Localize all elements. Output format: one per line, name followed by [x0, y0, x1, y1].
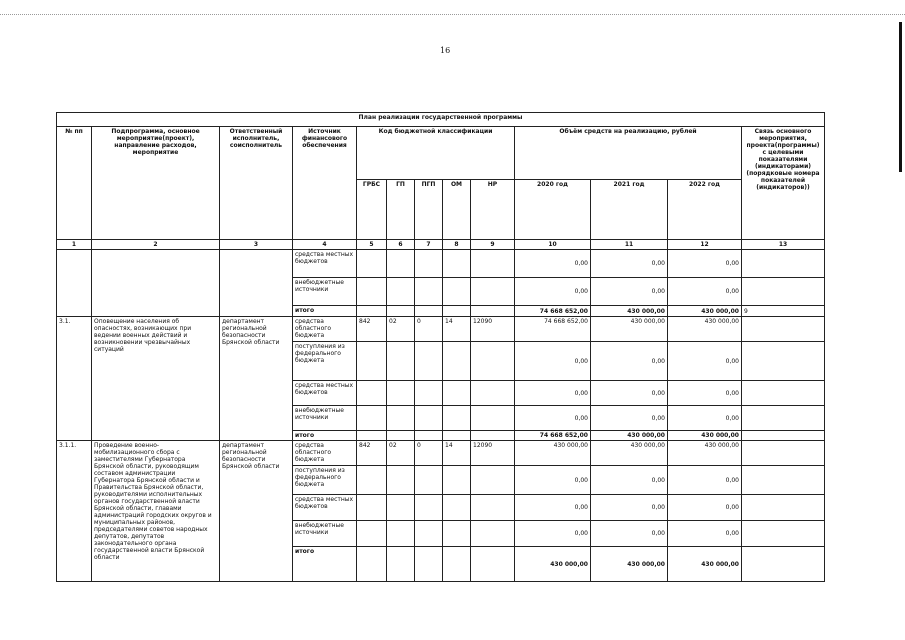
cell-nr	[471, 342, 515, 381]
cell-amount-2022: 0,00	[668, 278, 742, 306]
cell-amount-2022: 0,00	[668, 521, 742, 547]
header-om: ОМ	[443, 180, 471, 240]
cell-om	[443, 521, 471, 547]
column-number: 1	[57, 240, 92, 250]
cell-amount-2020: 74 668 652,00	[515, 317, 591, 342]
program-plan-table	[56, 112, 825, 582]
cell-grbs: 842	[357, 441, 387, 466]
cell-om	[443, 406, 471, 431]
cell-name	[92, 250, 220, 317]
cell-executor: департамент региональной безопасности Брянской области	[220, 441, 293, 582]
cell-amount-2022: 0,00	[668, 495, 742, 521]
cell-link: 9	[742, 306, 825, 317]
cell-amount-2021: 0,00	[591, 250, 668, 278]
cell-amount-2020: 430 000,00	[515, 547, 591, 582]
cell-link	[742, 250, 825, 278]
cell-amount-2020: 74 668 652,00	[515, 306, 591, 317]
cell-pgp: 0	[415, 317, 443, 342]
cell-link	[742, 431, 825, 441]
cell-gp: 02	[387, 441, 415, 466]
cell-gp	[387, 431, 415, 441]
cell-nr: 12090	[471, 441, 515, 466]
cell-gp	[387, 495, 415, 521]
cell-source: поступления из федерального бюджета	[293, 342, 357, 381]
cell-amount-2022: 430 000,00	[668, 441, 742, 466]
cell-code	[357, 278, 387, 306]
cell-source: итого	[293, 547, 357, 582]
cell-grbs	[357, 431, 387, 441]
cell-number: 3.1.	[57, 317, 92, 441]
cell-gp	[387, 547, 415, 582]
cell-amount-2021: 430 000,00	[591, 317, 668, 342]
cell-amount-2021: 0,00	[591, 406, 668, 431]
cell-amount-2020: 0,00	[515, 521, 591, 547]
cell-gp	[387, 521, 415, 547]
cell-source: итого	[293, 431, 357, 441]
cell-grbs	[357, 381, 387, 406]
cell-amount-2021: 0,00	[591, 521, 668, 547]
cell-pgp	[415, 406, 443, 431]
cell-amount-2022: 430 000,00	[668, 431, 742, 441]
cell-code	[357, 306, 387, 317]
cell-nr: 12090	[471, 317, 515, 342]
cell-source: внебюджетные источники	[293, 406, 357, 431]
cell-pgp	[415, 495, 443, 521]
header-grbs: ГРБС	[357, 180, 387, 240]
cell-source: средства местных бюджетов	[293, 381, 357, 406]
cell-pgp	[415, 381, 443, 406]
cell-amount-2021: 430 000,00	[591, 441, 668, 466]
cell-gp	[387, 342, 415, 381]
cell-amount-2020: 0,00	[515, 342, 591, 381]
cell-code	[443, 278, 471, 306]
column-number: 5	[357, 240, 387, 250]
cell-amount-2020: 430 000,00	[515, 441, 591, 466]
cell-amount-2022: 0,00	[668, 466, 742, 495]
cell-pgp	[415, 547, 443, 582]
cell-grbs	[357, 495, 387, 521]
cell-pgp	[415, 521, 443, 547]
cell-nr	[471, 466, 515, 495]
cell-grbs	[357, 521, 387, 547]
cell-amount-2021: 0,00	[591, 381, 668, 406]
cell-amount-2021: 430 000,00	[591, 547, 668, 582]
cell-code	[471, 278, 515, 306]
header-2020: 2020 год	[515, 180, 591, 240]
cell-source: итого	[293, 306, 357, 317]
cell-amount-2020: 0,00	[515, 406, 591, 431]
cell-source: средства местных бюджетов	[293, 495, 357, 521]
cell-gp	[387, 466, 415, 495]
table-title: План реализации государственной программы	[57, 113, 825, 127]
cell-code	[387, 278, 415, 306]
cell-grbs	[357, 466, 387, 495]
cell-nr	[471, 406, 515, 431]
header-budget-code: Код бюджетной классификации	[357, 127, 515, 180]
header-number: № пп	[57, 127, 92, 240]
cell-amount-2020: 0,00	[515, 495, 591, 521]
cell-link	[742, 521, 825, 547]
cell-amount-2022: 0,00	[668, 406, 742, 431]
header-executor: Ответственный исполнитель, соисполнитель	[220, 127, 293, 240]
cell-amount-2021: 430 000,00	[591, 306, 668, 317]
cell-link	[742, 342, 825, 381]
cell-amount-2021: 430 000,00	[591, 431, 668, 441]
cell-gp: 02	[387, 317, 415, 342]
table-row	[57, 317, 825, 342]
header-volume: Объём средств на реализацию, рублей	[515, 127, 742, 180]
cell-amount-2020: 0,00	[515, 466, 591, 495]
cell-link	[742, 466, 825, 495]
cell-om: 14	[443, 317, 471, 342]
cell-amount-2020: 0,00	[515, 250, 591, 278]
page-number: 16	[440, 46, 451, 55]
cell-code	[415, 278, 443, 306]
cell-om	[443, 431, 471, 441]
cell-amount-2020: 74 668 652,00	[515, 431, 591, 441]
cell-code	[387, 306, 415, 317]
cell-number	[57, 250, 92, 317]
cell-amount-2022: 0,00	[668, 342, 742, 381]
cell-grbs	[357, 406, 387, 431]
cell-link	[742, 317, 825, 342]
cell-link	[742, 278, 825, 306]
header-pgp: ПГП	[415, 180, 443, 240]
column-number: 7	[415, 240, 443, 250]
cell-code	[415, 306, 443, 317]
header-gp: ГП	[387, 180, 415, 240]
cell-executor	[220, 250, 293, 317]
cell-code	[357, 250, 387, 278]
header-nr: НР	[471, 180, 515, 240]
cell-om	[443, 495, 471, 521]
cell-amount-2021: 0,00	[591, 495, 668, 521]
cell-grbs	[357, 547, 387, 582]
cell-pgp: 0	[415, 441, 443, 466]
table-row	[57, 441, 825, 466]
column-number: 4	[293, 240, 357, 250]
cell-amount-2022: 0,00	[668, 250, 742, 278]
header-name: Подпрограмма, основное мероприятие(проект), направление расходов, мероприятие	[92, 127, 220, 240]
cell-code	[387, 250, 415, 278]
cell-om	[443, 342, 471, 381]
cell-source: средства местных бюджетов	[293, 250, 357, 278]
cell-link	[742, 495, 825, 521]
column-number: 3	[220, 240, 293, 250]
header-2021: 2021 год	[591, 180, 668, 240]
cell-source: поступления из федерального бюджета	[293, 466, 357, 495]
header-source: Источник финансового обеспечения	[293, 127, 357, 240]
cell-amount-2020: 0,00	[515, 278, 591, 306]
column-number: 13	[742, 240, 825, 250]
cell-link	[742, 441, 825, 466]
cell-om	[443, 547, 471, 582]
table-row	[57, 250, 825, 278]
cell-link	[742, 381, 825, 406]
cell-om	[443, 466, 471, 495]
cell-nr	[471, 381, 515, 406]
cell-source: средства областного бюджета	[293, 317, 357, 342]
cell-amount-2022: 0,00	[668, 381, 742, 406]
header-link: Связь основного мероприятия, проекта(программы) с целевыми показателями (индикаторами) (порядковые номера показателей (индикаторов))	[742, 127, 825, 240]
cell-amount-2022: 430 000,00	[668, 306, 742, 317]
column-number: 8	[443, 240, 471, 250]
cell-code	[471, 250, 515, 278]
scan-right-edge-mark	[899, 22, 902, 172]
cell-link	[742, 547, 825, 582]
cell-nr	[471, 431, 515, 441]
cell-nr	[471, 495, 515, 521]
column-number: 10	[515, 240, 591, 250]
cell-amount-2022: 430 000,00	[668, 547, 742, 582]
cell-pgp	[415, 431, 443, 441]
cell-pgp	[415, 342, 443, 381]
cell-source: средства областного бюджета	[293, 441, 357, 466]
scan-top-edge	[0, 14, 905, 15]
cell-om: 14	[443, 441, 471, 466]
cell-gp	[387, 381, 415, 406]
cell-number: 3.1.1.	[57, 441, 92, 582]
cell-amount-2021: 0,00	[591, 278, 668, 306]
column-number: 6	[387, 240, 415, 250]
cell-gp	[387, 406, 415, 431]
cell-code	[443, 250, 471, 278]
cell-amount-2021: 0,00	[591, 342, 668, 381]
column-number: 2	[92, 240, 220, 250]
column-number: 11	[591, 240, 668, 250]
cell-name: Проведение военно-мобилизационного сбора с заместителями Губернатора Брянской области, руководящим составом администрации Губернатора Брянской области и Правительства Брянской области, руководителями исполнительных органов государственной власти Брянской области, главами администраций городских округов и муниципальных районов, председателями советов народных депутатов, депутатов законодательного органа государственной власти Брянской области	[92, 441, 220, 582]
cell-code	[415, 250, 443, 278]
cell-nr	[471, 521, 515, 547]
cell-amount-2020: 0,00	[515, 381, 591, 406]
cell-nr	[471, 547, 515, 582]
cell-pgp	[415, 466, 443, 495]
cell-grbs	[357, 342, 387, 381]
column-number: 12	[668, 240, 742, 250]
cell-source: внебюджетные источники	[293, 278, 357, 306]
cell-executor: департамент региональной безопасности Брянской области	[220, 317, 293, 441]
cell-name: Оповещение населения об опасностях, возникающих при ведении военных действий и возникновении чрезвычайных ситуаций	[92, 317, 220, 441]
cell-amount-2022: 430 000,00	[668, 317, 742, 342]
header-2022: 2022 год	[668, 180, 742, 240]
column-number: 9	[471, 240, 515, 250]
cell-om	[443, 381, 471, 406]
cell-code	[471, 306, 515, 317]
cell-source: внебюджетные источники	[293, 521, 357, 547]
cell-code	[443, 306, 471, 317]
cell-grbs: 842	[357, 317, 387, 342]
cell-amount-2021: 0,00	[591, 466, 668, 495]
cell-link	[742, 406, 825, 431]
